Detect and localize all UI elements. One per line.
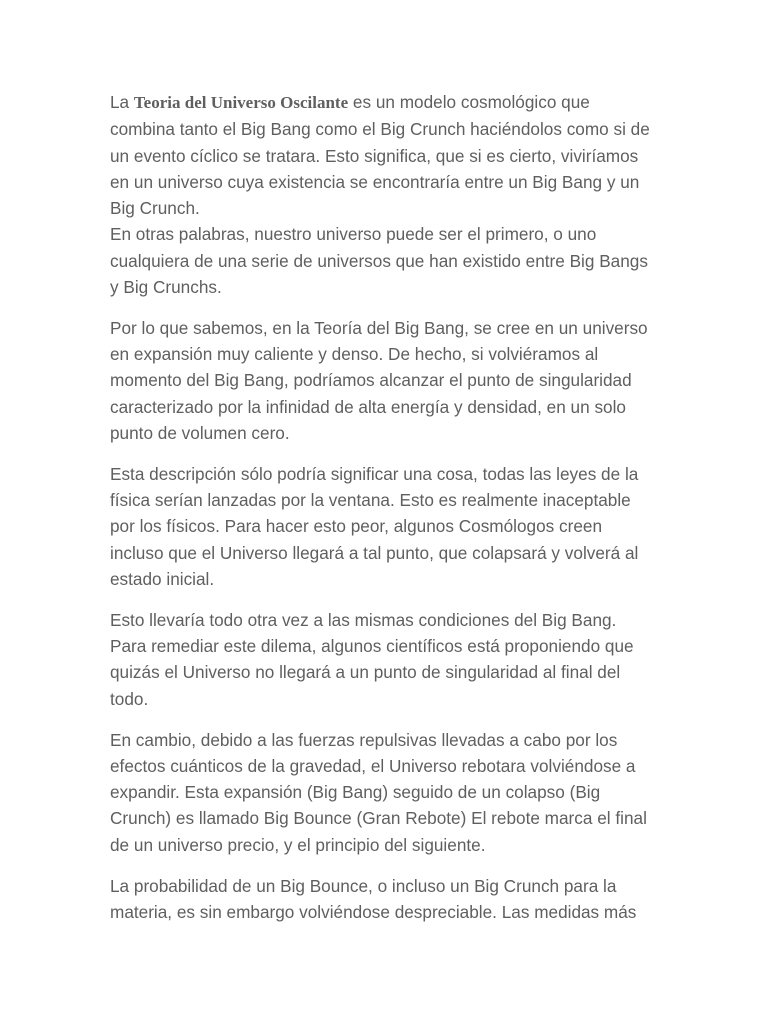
text-line: efectos cuánticos de la gravedad, el Universo rebotara volviéndose a <box>110 755 636 776</box>
text-line: por los físicos. Para hacer esto peor, algunos Cosmólogos creen <box>110 516 603 537</box>
text-line: momento del Big Bang, podríamos alcanzar el punto de singularidad <box>110 370 632 391</box>
text-line: Crunch) es llamado Big Bounce (Gran Rebote) El rebote marca el final <box>110 808 647 829</box>
text-line: materia, es sin embargo volviéndose despreciable. Las medidas más <box>110 901 637 922</box>
text-line: Big Crunch. <box>110 198 200 219</box>
text-line: cualquiera de una serie de universos que han existido entre Big Bangs <box>110 250 648 271</box>
text-line <box>110 89 670 116</box>
text-line: y Big Crunchs. <box>110 277 222 298</box>
intro-rest: es un modelo cosmológico que <box>348 92 590 112</box>
text-line: Por lo que sabemos, en la Teoría del Big Bang, se cree en un universo <box>110 317 648 338</box>
paragraph-5 <box>110 727 670 858</box>
text-line: caracterizado por la infinidad de alta energía y densidad, en un solo <box>110 396 626 417</box>
text-line: Para remediar este dilema, algunos científicos está proponiendo que <box>110 636 634 657</box>
text-line: incluso que el Universo llegará a tal punto, que colapsará y volverá al <box>110 542 639 563</box>
document-body <box>110 89 670 940</box>
text-line: expandir. Esta expansión (Big Bang) seguido de un colapso (Big <box>110 782 601 803</box>
text-line: En otras palabras, nuestro universo puede ser el primero, o uno <box>110 224 597 245</box>
paragraph-1 <box>110 89 670 300</box>
text-line: punto de volumen cero. <box>110 423 290 444</box>
paragraph-6 <box>110 873 670 926</box>
text-line: en un universo cuya existencia se encontraría entre un Big Bang y un <box>110 171 640 192</box>
theory-term: Teoria del Universo Oscilante <box>133 93 349 112</box>
text-line: un evento cíclico se tratara. Esto significa, que si es cierto, viviríamos <box>110 145 639 166</box>
paragraph-4 <box>110 607 670 712</box>
text-line: quizás el Universo no llegará a un punto de singularidad al final del <box>110 662 621 683</box>
text-line: Esta descripción sólo podría significar una cosa, todas las leyes de la <box>110 463 639 484</box>
text-line: combina tanto el Big Bang como el Big Crunch haciéndolos como si de <box>110 119 650 140</box>
paragraph-2 <box>110 315 670 446</box>
text-line: La probabilidad de un Big Bounce, o incluso un Big Crunch para la <box>110 875 617 896</box>
text-line: estado inicial. <box>110 569 215 590</box>
text-line: En cambio, debido a las fuerzas repulsivas llevadas a cabo por los <box>110 729 618 750</box>
text-line: de un universo precio, y el principio del siguiente. <box>110 834 486 855</box>
text-line: en expansión muy caliente y denso. De hecho, si volviéramos al <box>110 344 599 365</box>
text-line: física serían lanzadas por la ventana. Esto es realmente inaceptable <box>110 490 631 511</box>
text-line: todo. <box>110 688 149 709</box>
paragraph-3 <box>110 461 670 592</box>
intro-prefix: La <box>110 92 134 112</box>
text-line: Esto llevaría todo otra vez a las mismas condiciones del Big Bang. <box>110 609 617 630</box>
